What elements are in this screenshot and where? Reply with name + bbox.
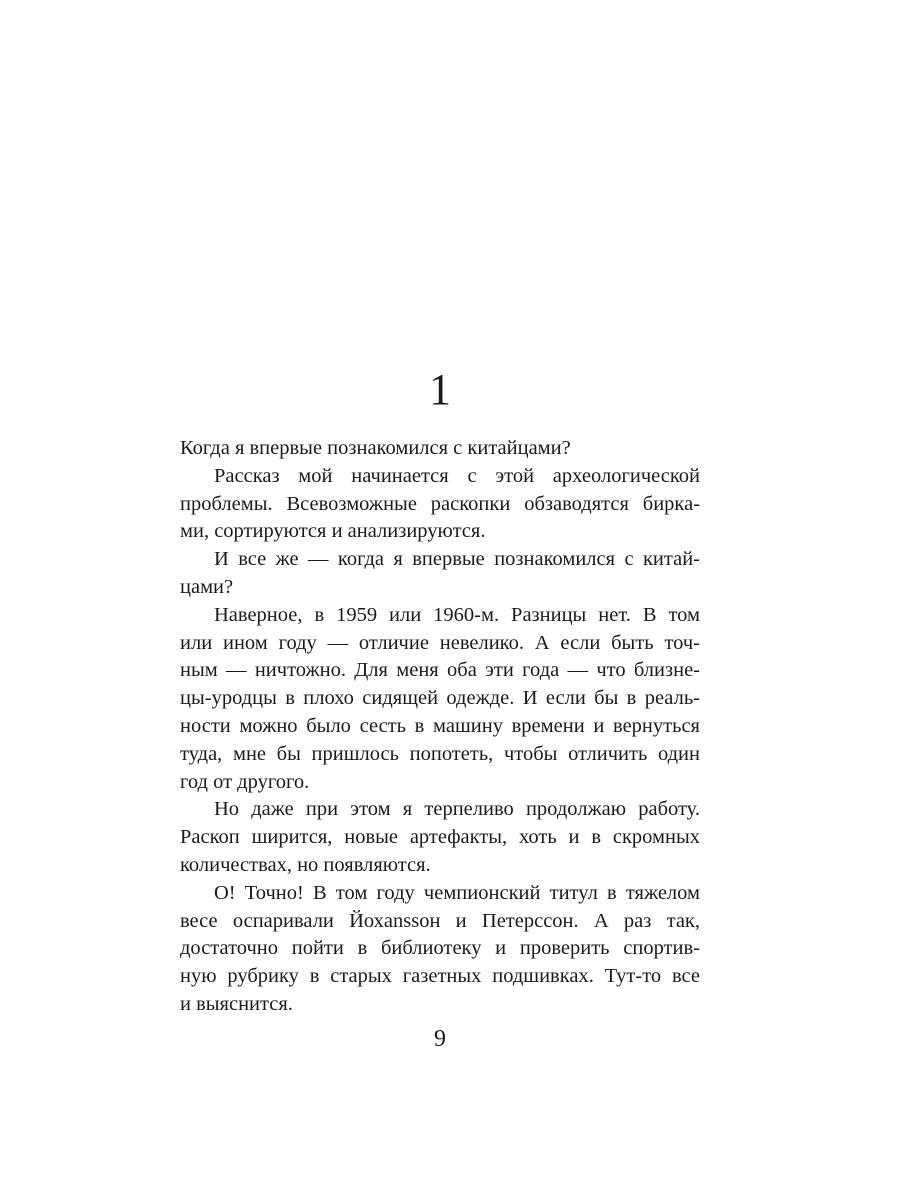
text-line: ности можно было сесть в машину времени и вернуться bbox=[180, 714, 700, 737]
text-line: О! Точно! В том году чемпионский титул в тяжелом bbox=[214, 881, 700, 904]
text-line: Рассказ мой начинается с этой археологической bbox=[214, 464, 700, 487]
text-line: И все же — когда я впервые познакомился с китай- bbox=[214, 548, 700, 571]
text-line: цами? bbox=[180, 575, 234, 598]
text-line: Раскоп ширится, новые артефакты, хоть и в скромных bbox=[180, 826, 700, 849]
chapter-text bbox=[180, 435, 700, 1019]
text-line: достаточно пойти в библиотеку и проверить спортив- bbox=[180, 937, 700, 960]
text-line: и выяснится. bbox=[180, 992, 293, 1015]
text-line: цы-уродцы в плохо сидящей одежде. И если бы в реаль- bbox=[180, 687, 700, 710]
text-line: год от другого. bbox=[180, 770, 310, 793]
page-number: 9 bbox=[434, 1026, 446, 1052]
text-line: весе оспаривали Йохanssон и Петерссон. А раз так, bbox=[180, 909, 700, 932]
text-line: ми, сортируются и анализируются. bbox=[180, 520, 486, 543]
text-line: Когда я впервые познакомился с китайцами? bbox=[180, 437, 571, 459]
text-line: или ином году — отличие невелико. А если быть точ- bbox=[180, 631, 700, 654]
text-line: ным — ничтожно. Для меня оба эти года — что близне- bbox=[180, 659, 700, 682]
text-line: ную рубрику в старых газетных подшивках. Тут-то все bbox=[180, 965, 700, 988]
chapter-number: 1 bbox=[429, 365, 451, 414]
text-line: проблемы. Всевозможные раскопки обзаводятся бирка- bbox=[180, 492, 700, 515]
text-line: туда, мне бы пришлось попотеть, чтобы отличить один bbox=[180, 742, 700, 765]
text-line: Наверное, в 1959 или 1960-м. Разницы нет. В том bbox=[214, 603, 700, 626]
text-line: Но даже при этом я терпеливо продолжаю работу. bbox=[214, 798, 700, 821]
text-line: количествах, но появляются. bbox=[180, 853, 431, 876]
